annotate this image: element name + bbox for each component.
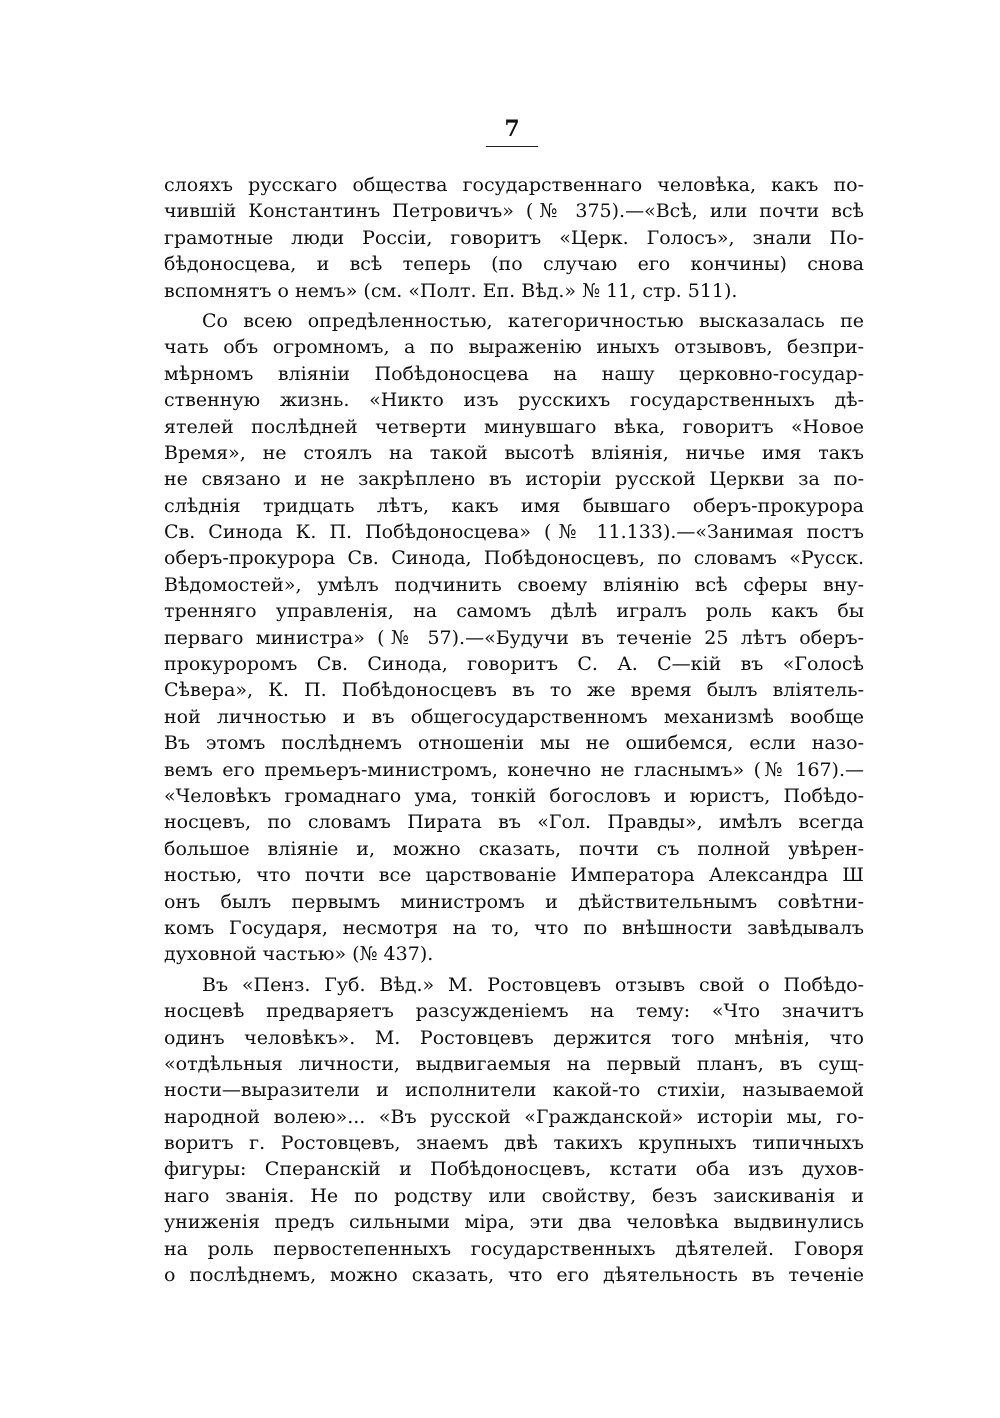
text-body <box>164 172 864 1288</box>
text-line: носцевъ, по словамъ Пирата въ «Гол. Правды», имѣлъ всегда <box>164 811 864 834</box>
text-line: ностью, что почти все царствованіе Императора Александра Ш <box>164 864 864 887</box>
text-line: ственную жизнь. «Никто изъ русскихъ государственныхъ дѣ- <box>164 389 864 412</box>
text-line: прокуроромъ Св. Синода, говоритъ С. А. С—кій въ «Голосѣ <box>164 653 864 676</box>
text-line: перваго министра» (№ 57).—«Будучи въ теченіе 25 лѣтъ оберъ- <box>164 626 864 649</box>
paragraph-3 <box>164 972 864 1289</box>
text-line: чившій Константинъ Петровичъ» (№ 375).—«Всѣ, или почти всѣ <box>164 200 864 223</box>
text-line: вспомнятъ о немъ» (см. «Полт. Еп. Вѣд.» № 11, стр. 511). <box>164 279 738 302</box>
text-line: комъ Государя, несмотря на то, что по внѣшности завѣдывалъ <box>164 916 864 939</box>
text-line: мѣрномъ вліяніи Побѣдоносцева на нашу церковно-государ- <box>164 362 864 385</box>
text-line: народной волею»... «Въ русской «Гражданской» исторіи мы, го- <box>164 1105 864 1128</box>
text-line: носцевѣ предваряетъ разсужденіемъ на тему: «Что значитъ <box>164 1000 864 1023</box>
text-line: фигуры: Сперанскій и Побѣдоносцевъ, кстати оба изъ духов- <box>164 1158 864 1181</box>
text-line: чать объ огромномъ, а по выраженію иныхъ отзывовъ, безпри- <box>164 336 864 359</box>
text-line: Сѣвера», К. П. Побѣдоносцевъ въ то же время былъ вліятель- <box>164 679 864 702</box>
text-line: грамотные люди Россіи, говоритъ «Церк. Голосъ», знали По- <box>164 226 864 249</box>
text-line: о послѣднемъ, можно сказать, что его дѣятельность въ теченіе <box>164 1264 864 1287</box>
text-line: Время», не стоялъ на такой высотѣ вліянія, ничье имя такъ <box>164 441 864 464</box>
text-line: одинъ человѣкъ». М. Ростовцевъ держится того мнѣнія, что <box>164 1026 864 1049</box>
text-line: ности—выразители и исполнители какой-то стихіи, называемой <box>164 1079 864 1102</box>
text-line: духовной частью» (№ 437). <box>164 943 434 966</box>
text-line: вемъ его премьеръ-министромъ, конечно не гласнымъ» (№ 167).— <box>164 758 864 781</box>
text-line: Въ этомъ послѣднемъ отношеніи мы не ошибемся, если назо- <box>164 732 864 755</box>
text-line: большое вліяніе и, можно сказать, почти съ полной увѣрен- <box>164 837 864 860</box>
text-line: униженія предъ сильными міра, эти два человѣка выдвинулись <box>164 1211 864 1234</box>
text-line: воритъ г. Ростовцевъ, знаемъ двѣ такихъ крупныхъ типичныхъ <box>164 1132 864 1155</box>
text-line: «Человѣкъ громаднаго ума, тонкій богословъ и юристъ, Побѣдо- <box>164 784 864 807</box>
text-line: ятелей послѣдней четверти минувшаго вѣка, говоритъ «Новое <box>164 415 864 438</box>
text-line: слѣднія тридцать лѣтъ, какъ имя бывшаго оберъ-прокурора <box>164 494 864 517</box>
paragraph-1 <box>164 172 864 304</box>
text-line: «отдѣльныя личности, выдвигаемыя на первый планъ, въ сущ- <box>164 1052 864 1075</box>
page-number-rule <box>486 146 538 147</box>
text-line: Со всею опредѣленностью, категоричностью высказалась пе <box>202 309 864 332</box>
text-line: Вѣдомостей», умѣлъ подчинить своему вліянію всѣ сферы вну- <box>164 573 864 596</box>
paragraph-2 <box>164 308 864 968</box>
text-line: на роль первостепенныхъ государственныхъ дѣятелей. Говоря <box>164 1237 864 1260</box>
text-line: Св. Синода К. П. Побѣдоносцева» (№ 11.133).—«Занимая постъ <box>164 521 864 544</box>
text-line: ной личностью и въ общегосударственномъ механизмѣ вообще <box>164 705 864 728</box>
page-number: 7 <box>504 116 520 142</box>
text-line: не связано и не закрѣплено въ исторіи русской Церкви за по- <box>164 468 864 491</box>
text-line: Въ «Пенз. Губ. Вѣд.» М. Ростовцевъ отзывъ свой о Побѣдо- <box>202 973 864 996</box>
text-line: слояхъ русскаго общества государственнаго человѣка, какъ по- <box>164 174 864 196</box>
text-line: онъ былъ первымъ министромъ и дѣйствительнымъ совѣтни- <box>164 890 864 913</box>
text-line: бѣдоносцева, и всѣ теперь (по случаю его кончины) снова <box>164 253 864 276</box>
text-line: наго званія. Не по родству или свойству, безъ заискиванія и <box>164 1184 864 1207</box>
text-line: тренняго управленія, на самомъ дѣлѣ игралъ роль какъ бы <box>164 600 864 623</box>
text-line: оберъ-прокурора Св. Синода, Побѣдоносцевъ, по словамъ «Русск. <box>164 547 864 570</box>
